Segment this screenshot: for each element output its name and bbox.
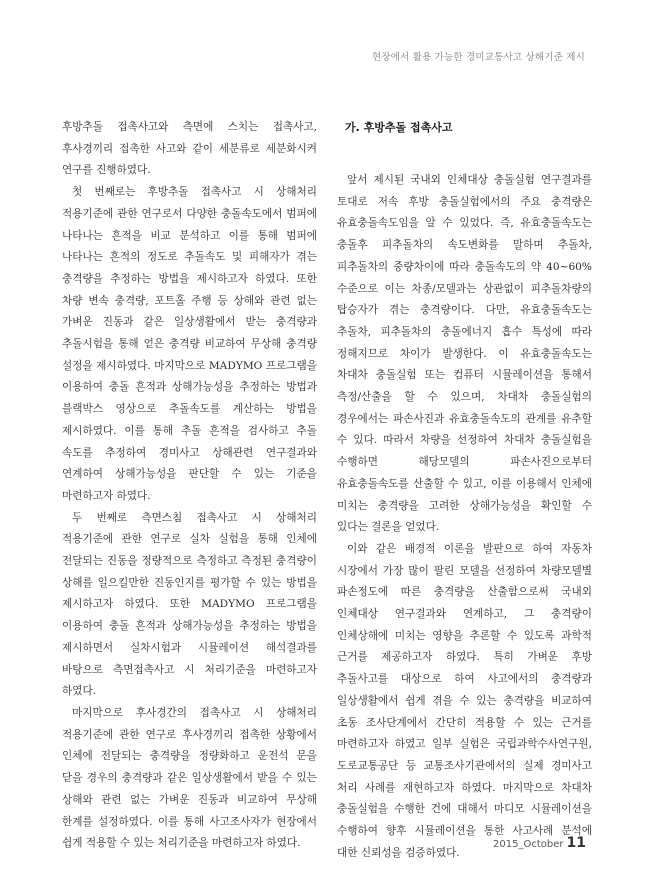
running-header: 현장에서 활용 가능한 경미교통사고 상해기준 제시 [371, 52, 585, 63]
body-paragraph: 이와 같은 배경적 이론을 발판으로 하여 자동차 시장에서 가장 많이 팔린 모델을 선정하여 차량모델별 파손정도에 따른 충격량을 산출함으로써 국내외 인체대상 연구결과와 연계하고, 그 충격량이 인체상해에 미치는 영향을 추론할 수 있도록 과학적 근거를 제공하고자 하였다. 특히 가벼운 후방 추돌사고를 대상으로 하여 사고에서의 충격량과 일상생활에서 쉽게 겪을 수 있는 충격량을 비교하여 초동 조사단계에서 간단히 적용할 수 있는 근거를 마련하고자 하였고 일부 실험은 국립과학수사연구원, 도로교통공단 등 교통조사기관에서의 실제 경미사고 처리 사례를 재현하고자 하였다. 마지막으로 차대차 충돌실험을 수행한 건에 대해서 마디모 시뮬레이션을 수행하여 향후 시뮬레이션을 통한 사고사례 분석에 대한 신뢰성을 검증하였다. [337, 542, 592, 859]
section-heading: 가. 후방추돌 접촉사고 [345, 121, 453, 134]
body-paragraph: 두 번째로 측면스침 접촉사고 시 상해처리 적용기준에 관한 연구로 실차 실험을 통해 인체에 전달되는 진동을 정량적으로 측정하고 측정된 충격량이 상해를 일으킬만한 진동인지를 평가할 수 있는 방법을 제시하고자 하였다. 또한 MADYMO 프로그램을 이용하여 충돌 흔적과 상해가능성을 추정하는 방법을 제시하면서 실차시험과 시뮬레이션 해석결과를 바탕으로 측면접촉사고 시 처리기준을 마련하고자 하였다. [62, 511, 317, 698]
right-column [337, 117, 592, 865]
body-paragraph: 후방추돌 접촉사고와 측면에 스치는 접촉사고, 후사경끼리 접촉한 사고와 같이 세분류로 세분화시켜 연구를 진행하였다. [62, 121, 317, 177]
left-column [62, 117, 317, 855]
body-paragraph: 첫 번째로는 후방추돌 접촉사고 시 상해처리 적용기준에 관한 연구로서 다양한 충돌속도에서 범퍼에 나타나는 흔적을 비교 분석하고 이를 통해 범퍼에 나타나는 흔적의 정도로 추돌속도 및 피해자가 겪는 충격량을 추정하는 방법을 제시하고자 하였다. 또한 차량 변속 충격량, 포트홀 주행 등 상해와 관련 없는 가벼운 진동과 같은 일상생활에서 받는 충격량과 추돌시험을 통해 얻은 충격량 비교하여 무상해 충격량 설정을 제시하였다. 마지막으로 MADYMO 프로그램을 이용하여 충돌 흔적과 상해가능성을 추정하는 방법과 블랙박스 영상으로 추돌속도를 계산하는 방법을 제시하였다. 이를 통해 추돌 흔적을 검사하고 추돌 속도를 추정하여 경미사고 상해관련 연구결과와 연계하여 상해가능성을 판단할 수 있는 기준을 마련하고자 하였다. [62, 186, 317, 502]
issue-label: 2015_October [493, 839, 564, 850]
body-paragraph: 마지막으로 후사경간의 접촉사고 시 상해처리 적용기준에 관한 연구로 후사경끼리 접촉한 상황에서 인체에 전달되는 충격량을 정량화하고 운전석 문을 닫을 경우의 충격량과 같은 일상생활에서 받을 수 있는 상해와 관련 없는 가벼운 진동과 비교하여 무상해 한계를 설정하였다. 이를 통해 사고조사자가 현장에서 쉽게 적용할 수 있는 처리기준을 마련하고자 하였다. [62, 706, 317, 850]
page-footer [493, 832, 586, 851]
page-number: 11 [566, 835, 586, 851]
body-paragraph: 앞서 제시된 국내외 인체대상 충돌실험 연구결과를 토대로 저속 후방 충돌실험에서의 주요 충격량은 유효충돌속도임을 알 수 있었다. 즉, 유효충돌속도는 충돌후 피추돌차의 속도변화를 말하며 추돌차, 피추돌차의 중량차이에 따라 충돌속도의 약 40~60% 수준으로 이는 차종/모델과는 상관없이 피추돌차량의 탑승자가 겪는 충격량이다. 다만, 유효충돌속도는 추돌차, 피추돌차의 충돌에너지 흡수 특성에 따라 정해지므로 차이가 발생한다. 이 유효충돌속도는 차대차 충돌실험 또는 컴퓨터 시뮬레이션을 통해서 측정/산출을 할 수 있으며, 차대차 충돌실험의 경우에서는 파손사진과 유효충돌속도의 관계를 유추할 수 있다. 따라서 차량을 선정하여 차대차 충돌실험을 수행하면 해당모델의 파손사진으로부터 유효충돌속도를 산출할 수 있고, 이를 이용해서 인체에 미치는 충격량을 고려한 상해가능성을 확인할 수 있다는 결론을 얻었다. [337, 174, 592, 534]
